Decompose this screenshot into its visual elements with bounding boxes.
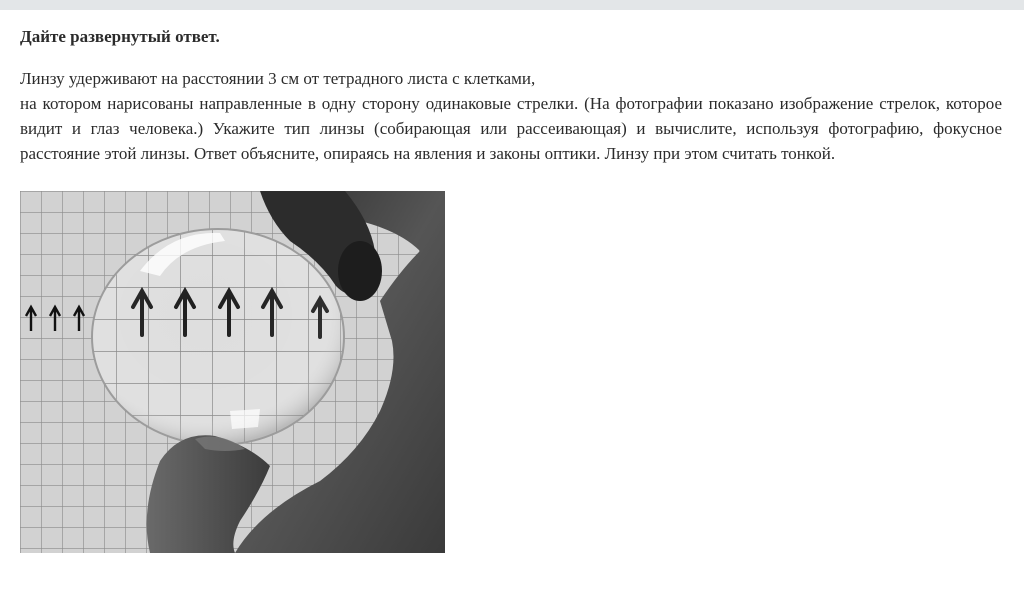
task-text [20, 66, 1002, 166]
task-text-line1: Линзу удерживают на расстоянии 3 см от тетрадного листа с клетками, [20, 69, 536, 88]
task-heading: Дайте развернутый ответ. [20, 27, 220, 46]
top-bar [0, 0, 1024, 10]
lens-photo [20, 191, 445, 553]
task-text-rest: на котором нарисованы направленные в одну сторону одинаковые стрелки. (На фотографии показано изображение стрелок, которое видит и глаз человека.) Укажите тип линзы (собирающая или рассеивающая) и вычислите, используя фотографию, фокусное расстояние этой линзы. Ответ объясните, опираясь на явления и законы оптики. Линзу при этом считать тонкой. [20, 94, 1002, 163]
